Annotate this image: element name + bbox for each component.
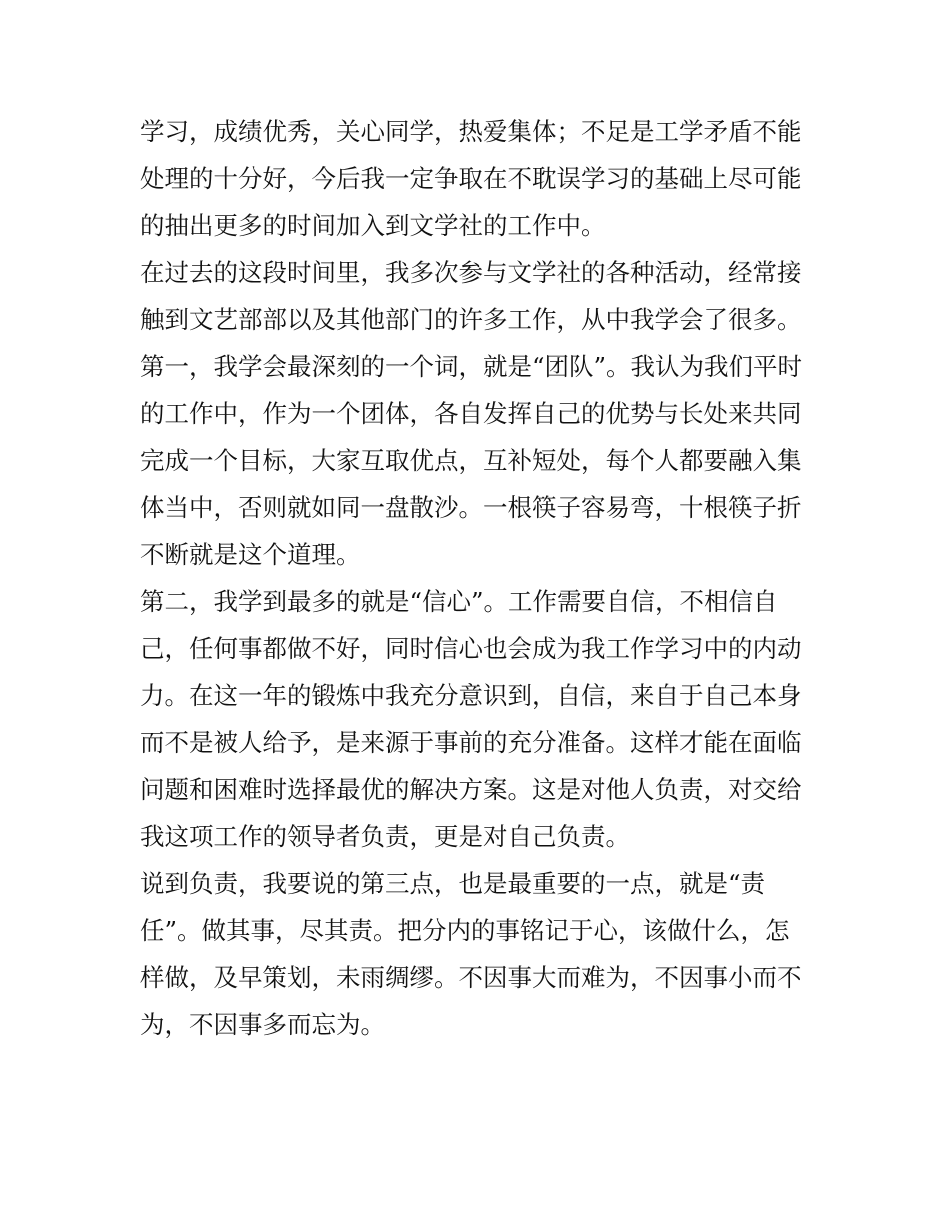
text-line: 力。在这一年的锻炼中我充分意识到，自信，来自于自己本身 [140, 681, 802, 710]
text-line: 学习，成绩优秀，关心同学，热爱集体；不足是工学矛盾不能 [140, 117, 802, 146]
text-line: 体当中，否则就如同一盘散沙。一根筷子容易弯，十根筷子折 [140, 493, 802, 522]
text-line: 为，不因事多而忘为。 [140, 1010, 385, 1039]
text-line: 而不是被人给予，是来源于事前的充分准备。这样才能在面临 [140, 728, 802, 757]
text-line: 任”。做其事，尽其责。把分内的事铭记于心，该做什么，怎 [140, 916, 790, 945]
text-line: 说到负责，我要说的第三点，也是最重要的一点，就是“责 [140, 869, 766, 898]
text-line: 不断就是这个道理。 [140, 540, 361, 569]
text-line: 样做，及早策划，未雨绸缪。不因事大而难为，不因事小而不 [140, 963, 802, 992]
text-line: 第一，我学会最深刻的一个词，就是“团队”。我认为我们平时 [140, 352, 803, 381]
text-line: 处理的十分好，今后我一定争取在不耽误学习的基础上尽可能 [140, 164, 802, 193]
text-line: 第二，我学到最多的就是“信心”。工作需要自信，不相信自 [140, 587, 778, 616]
text-line: 在过去的这段时间里，我多次参与文学社的各种活动，经常接 [140, 258, 802, 287]
text-line: 的抽出更多的时间加入到文学社的工作中。 [140, 211, 606, 240]
text-line: 的工作中，作为一个团体，各自发挥自己的优势与长处来共同 [140, 399, 802, 428]
text-line: 触到文艺部部以及其他部门的许多工作，从中我学会了很多。 [140, 305, 802, 334]
text-line: 完成一个目标，大家互取优点，互补短处，每个人都要融入集 [140, 446, 802, 475]
document-body [140, 108, 820, 1048]
text-line: 己，任何事都做不好，同时信心也会成为我工作学习中的内动 [140, 634, 802, 663]
text-line: 问题和困难时选择最优的解决方案。这是对他人负责，对交给 [140, 775, 802, 804]
text-line: 我这项工作的领导者负责，更是对自己负责。 [140, 822, 630, 851]
